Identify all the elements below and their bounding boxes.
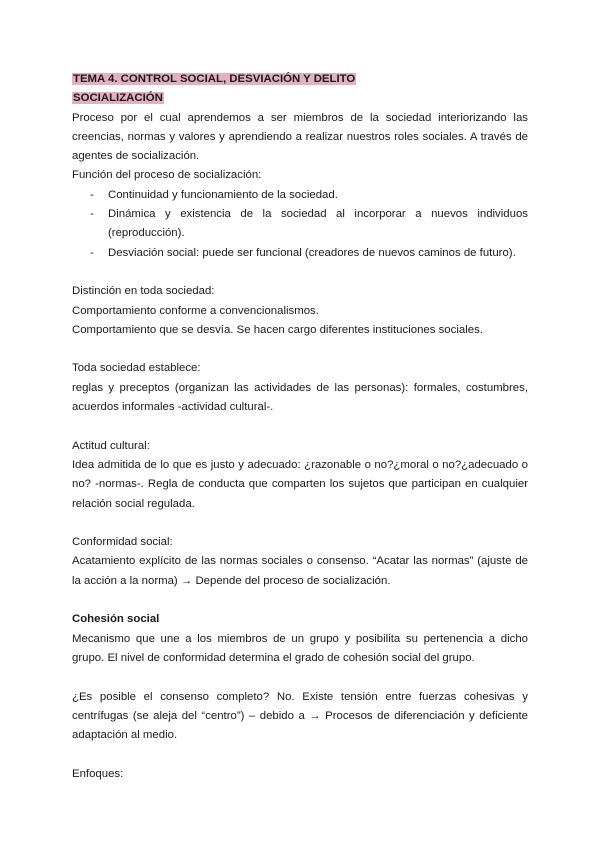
dash-bullet: -: [90, 246, 94, 259]
enfoques-heading: Enfoques:: [72, 767, 124, 780]
section-title-line: [72, 89, 528, 108]
intro-paragraph: Proceso por el cual aprendemos a ser miembros de la sociedad interiorizando las creencias, normas y valores y aprendiendo a realizar nuestros roles sociales. A través de agentes de socialización.: [72, 111, 528, 163]
list-item: [72, 205, 528, 244]
document-page: [72, 70, 528, 784]
cohesion-paragraph: Mecanismo que une a los miembros de un grupo y posibilita su pertenencia a dicho grupo. El nivel de conformidad determina el grado de cohesión social del grupo.: [72, 632, 528, 664]
spacer: [72, 745, 528, 764]
actitud-paragraph: Idea admitida de lo que es justo y adecuado: ¿razonable o no?¿moral o no?¿adecuado o no? -normas-. Regla de conducta que comparten los sujetos que participan en cualquier relación social regulada.: [72, 458, 528, 510]
establece-paragraph: reglas y preceptos (organizan las actividades de las personas): formales, costumbres, acuerdos informales -actividad cultural-.: [72, 381, 528, 414]
list-item: [72, 244, 528, 263]
spacer: [72, 340, 528, 359]
document-title: TEMA 4. CONTROL SOCIAL, DESVIACIÓN Y DELITO: [73, 73, 356, 85]
funcion-heading: Función del proceso de socialización:: [72, 169, 262, 182]
conformidad-paragraph: Acatamiento explícito de las normas sociales o consenso. “Acatar las normas” (ajuste de la acción a la norma) → Depende del proceso de socialización.: [72, 555, 528, 587]
spacer: [72, 668, 528, 687]
cohesion-heading: Cohesión social: [72, 613, 160, 626]
list-item: [72, 186, 528, 205]
conformidad-heading: Conformidad social:: [72, 536, 173, 549]
spacer: [72, 514, 528, 533]
spacer: [72, 591, 528, 610]
distincion-line: Comportamiento que se desvía. Se hacen cargo diferentes instituciones sociales.: [72, 323, 483, 336]
consenso-paragraph: ¿Es posible el consenso completo? No. Existe tensión entre fuerzas cohesivas y centrífugas (se aleja del “centro”) – debido a → Procesos de diferenciación y deficiente adaptación al medio.: [72, 690, 528, 742]
list-item-text: Dinámica y existencia de la sociedad al incorporar a nuevos individuos (reproducción).: [108, 208, 528, 240]
dash-bullet: -: [90, 188, 94, 201]
establece-heading: Toda sociedad establece:: [72, 362, 201, 375]
title-line: [72, 70, 528, 89]
list-item-text: Desviación social: puede ser funcional (creadores de nuevos caminos de futuro).: [108, 246, 516, 259]
section-title: SOCIALIZACIÓN: [73, 92, 163, 105]
funcion-list: [72, 186, 528, 263]
dash-bullet: -: [90, 208, 94, 221]
list-item-text: Continuidad y funcionamiento de la sociedad.: [108, 188, 338, 201]
spacer: [72, 417, 528, 436]
distincion-line: Comportamiento conforme a convencionalismos.: [72, 304, 319, 317]
spacer: [72, 263, 528, 282]
actitud-heading: Actitud cultural:: [72, 439, 150, 452]
distincion-heading: Distinción en toda sociedad:: [72, 285, 215, 298]
